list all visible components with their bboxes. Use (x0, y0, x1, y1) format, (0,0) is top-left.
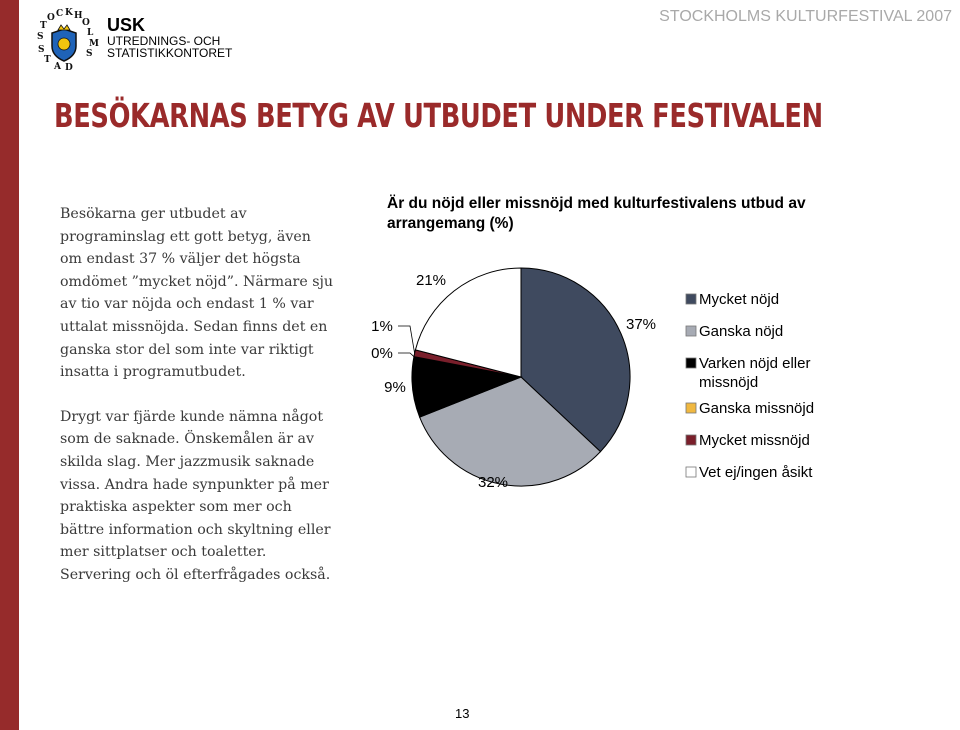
org-line-1: UTREDNINGS- OCH (107, 33, 221, 48)
leader-line-ganska-missnojd (398, 353, 414, 357)
legend-label-ganska-nojd: Ganska nöjd (699, 323, 784, 340)
svg-text:L: L (87, 28, 94, 38)
legend-label-mycket-nojd: Mycket nöjd (699, 291, 780, 308)
svg-text:K: K (65, 8, 73, 18)
legend-label-mycket-missnojd: Mycket missnöjd (699, 432, 810, 449)
svg-text:H: H (74, 11, 83, 21)
data-label-ganska-nojd: 32% (477, 474, 509, 491)
org-abbreviation: USK (107, 15, 146, 35)
org-line-2: STATISTIKKONTORET (107, 46, 233, 61)
legend-swatch-ganska-missnojd (686, 403, 696, 413)
legend-label-varken-nojd-eller-missnojd-line-2: missnöjd (699, 374, 759, 391)
body-paragraph-2: Drygt var fjärde kunde nämna något som de saknade. Önskemålen är av skilda slag. Mer jazzmusik saknade vissa. Andra hade synpunkter på mer praktiska aspekter som mer och bättre information och skyltning eller mer sittplatser och toaletter. Servering och öl efterfrågades också. (60, 408, 331, 583)
svg-text:C: C (56, 9, 64, 19)
body-paragraph-1: Besökarna ger utbudet av programinslag ett gott betyg, även om endast 37 % väljer det högsta omdömet ”mycket nöjd”. Närmare sju av tio var nöjda och endast 1 % var uttalat missnöjda. Sedan finns det en ganska stor del som inte var riktigt insatta i programutbudet. (60, 206, 334, 381)
data-label-vet-ej-ingen-asikt: 21% (415, 272, 447, 289)
legend-label-varken-nojd-eller-missnojd-line-1: Varken nöjd eller (699, 355, 811, 372)
svg-text:O: O (47, 13, 55, 23)
legend-label-ganska-missnojd: Ganska missnöjd (699, 400, 815, 417)
leader-line-mycket-missnojd (398, 326, 415, 353)
data-label-mycket-missnojd: 1% (371, 318, 393, 335)
svg-text:A: A (54, 62, 61, 72)
svg-text:S: S (37, 32, 44, 42)
legend-swatch-varken-nojd-eller-missnojd (686, 358, 696, 368)
data-label-mycket-nojd: 37% (625, 316, 657, 333)
legend-swatch-mycket-nojd (686, 294, 696, 304)
svg-text:M: M (89, 39, 99, 49)
svg-text:T: T (44, 55, 51, 65)
svg-text:D: D (65, 63, 73, 73)
svg-text:O: O (82, 18, 90, 28)
data-label-ganska-missnojd: 0% (371, 345, 393, 362)
legend-swatch-vet-ej-ingen-asikt (686, 467, 696, 477)
page-number: 13 (455, 706, 470, 721)
chart-title: Är du nöjd eller missnöjd med kulturfestivalens utbud av arrangemang (%) (387, 195, 806, 232)
event-title: STOCKHOLMS KULTURFESTIVAL 2007 (659, 8, 952, 25)
legend-swatch-mycket-missnojd (686, 435, 696, 445)
data-label-varken-nojd-eller-missnojd: 9% (384, 379, 406, 396)
svg-text:T: T (40, 21, 47, 31)
page-headline: BESÖKARNAS BETYG AV UTBUDET UNDER FESTIVALEN (54, 96, 823, 135)
svg-text:S: S (86, 49, 93, 59)
legend-label-vet-ej-ingen-asikt: Vet ej/ingen åsikt (699, 464, 813, 481)
svg-text:S: S (38, 45, 45, 55)
legend-swatch-ganska-nojd (686, 326, 696, 336)
